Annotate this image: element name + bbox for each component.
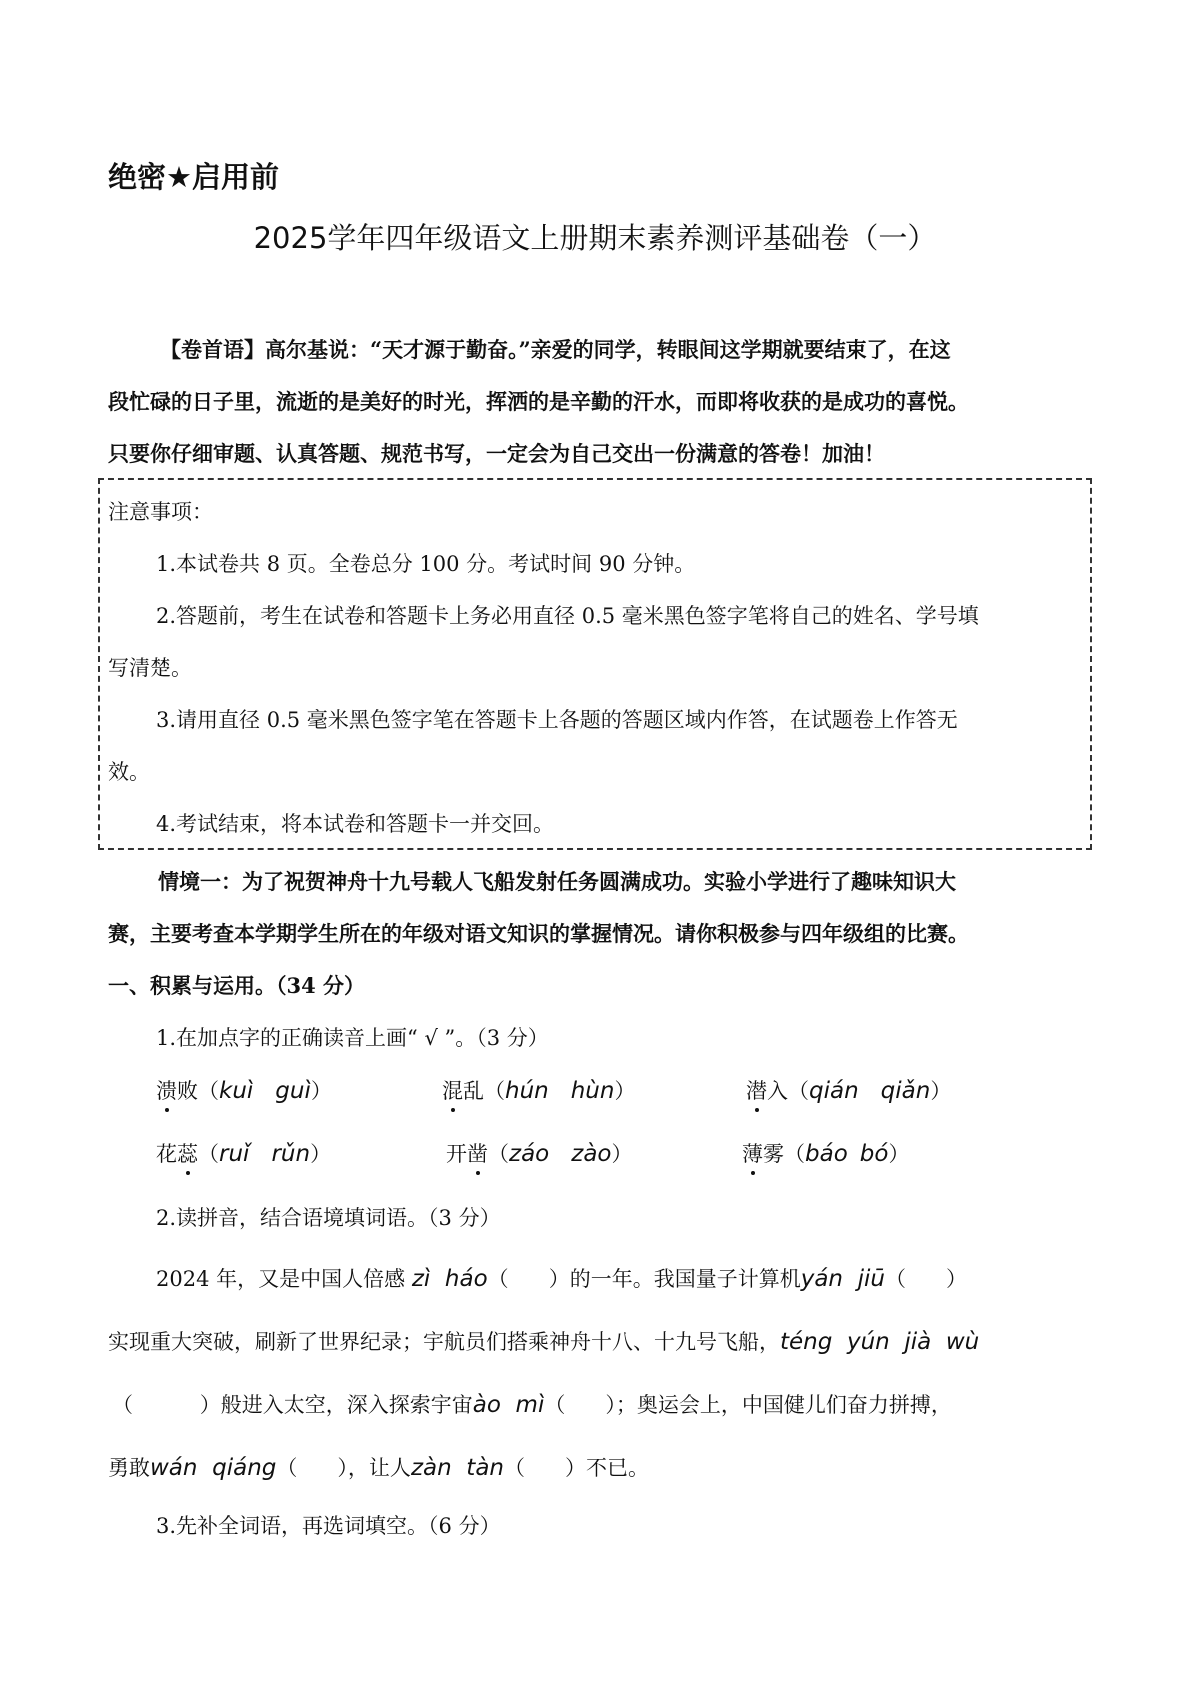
q1-item-4	[156, 1138, 331, 1168]
dotted-char: 溃	[156, 1075, 177, 1105]
q2-line-2	[108, 1326, 979, 1356]
pinyin-option[interactable]: záo	[509, 1141, 550, 1167]
q2-line-4	[108, 1452, 649, 1482]
pinyin-option[interactable]: guì	[275, 1078, 311, 1104]
preface-line-2: 段忙碌的日子里，流逝的是美好的时光，挥洒的是辛勤的汗水，而即将收获的是成功的喜悦。	[108, 389, 969, 414]
dotted-char: 蕊	[177, 1138, 198, 1168]
q3-prompt: 3.先补全词语，再选词填空。（6 分）	[156, 1514, 501, 1538]
notice-heading: 注意事项：	[108, 500, 213, 524]
q2-blank-text[interactable]: （ ）般进入太空，深入探索宇宙	[112, 1393, 473, 1417]
dotted-char: 混	[442, 1075, 463, 1105]
q1-item-1	[156, 1075, 332, 1105]
q1-item-2	[442, 1075, 635, 1105]
q1-item-close: ）	[614, 1079, 636, 1103]
q2-text: 勇敢	[108, 1456, 150, 1480]
notice-item-2-line-2: 写清楚。	[108, 656, 192, 680]
notice-item-3-line-1: 3.请用直径 0.5 毫米黑色签字笔在答题卡上各题的答题区域内作答，在试题卷上作答无	[156, 708, 958, 732]
q1-item-post: 入（	[767, 1079, 809, 1103]
q2-text: 2024 年，又是中国人倍感	[156, 1267, 406, 1291]
q1-item-post: （	[198, 1142, 219, 1166]
preface-line-1: 【卷首语】高尔基说：“天才源于勤奋。”亲爱的同学，转眼间这学期就要结束了，在这	[160, 337, 951, 362]
q2-blank-text[interactable]: （ ）的一年。我国量子计算机	[487, 1267, 801, 1291]
q1-item-post: （	[488, 1142, 509, 1166]
q2-blank[interactable]: （ ）	[884, 1267, 968, 1291]
pinyin-option[interactable]: hún	[505, 1078, 549, 1104]
q2-blank-text[interactable]: （ ）；奥运会上，中国健儿们奋力拼搏，	[544, 1393, 952, 1417]
q2-pinyin: wán qiáng	[150, 1455, 277, 1481]
secret-label: 绝密★启用前	[108, 160, 279, 194]
preface-line-3: 只要你仔细审题、认真答题、规范书写，一定会为自己交出一份满意的答卷！加油！	[108, 441, 885, 466]
notice-item-4: 4.考试结束，将本试卷和答题卡一并交回。	[156, 812, 555, 836]
pinyin-option[interactable]: hùn	[570, 1078, 615, 1104]
q1-item-close: ）	[611, 1142, 633, 1166]
q1-item-post: 败（	[177, 1079, 219, 1103]
q1-item-close: ）	[888, 1142, 910, 1166]
q1-item-post: 雾（	[763, 1142, 805, 1166]
q1-item-post: 乱（	[463, 1079, 505, 1103]
pinyin-option[interactable]: kuì	[219, 1078, 254, 1104]
section-1-heading: 一、积累与运用。（34 分）	[108, 973, 366, 998]
q2-line-3	[112, 1389, 952, 1419]
scenario-line-2: 赛，主要考查本学期学生所在的年级对语文知识的掌握情况。请你积极参与四年级组的比赛。	[108, 921, 969, 946]
q1-item-5	[446, 1138, 633, 1168]
pinyin-option[interactable]: bó	[859, 1141, 889, 1167]
pinyin-option[interactable]: qián	[809, 1078, 859, 1104]
q1-item-3	[746, 1075, 951, 1105]
q1-item-pre: 开	[446, 1142, 467, 1166]
q1-item-close: ）	[930, 1079, 952, 1103]
notice-item-3-line-2: 效。	[108, 760, 150, 784]
pinyin-option[interactable]: rǔn	[271, 1141, 311, 1167]
q2-pinyin: zì háo	[411, 1266, 488, 1292]
q1-item-6	[742, 1138, 909, 1168]
q2-pinyin: zàn tàn	[410, 1455, 504, 1481]
q2-pinyin: téng yún jià wù	[780, 1329, 980, 1355]
q2-prompt: 2.读拼音，结合语境填词语。（3 分）	[156, 1206, 501, 1230]
q2-text: 实现重大突破，刷新了世界纪录；宇航员们搭乘神舟十八、十九号飞船，	[108, 1330, 780, 1354]
notice-item-1: 1.本试卷共 8 页。全卷总分 100 分。考试时间 90 分钟。	[156, 552, 696, 576]
q1-item-pre: 花	[156, 1142, 177, 1166]
exam-title: 2025学年四年级语文上册期末素养测评基础卷（一）	[253, 221, 937, 255]
pinyin-option[interactable]: qiǎn	[880, 1078, 931, 1104]
notice-item-2-line-1: 2.答题前，考生在试卷和答题卡上务必用直径 0.5 毫米黑色签字笔将自己的姓名、学号填	[156, 604, 979, 628]
q2-pinyin: ào mì	[472, 1392, 545, 1418]
q1-item-close: ）	[310, 1079, 332, 1103]
pinyin-option[interactable]: zào	[571, 1141, 612, 1167]
q1-item-close: ）	[310, 1142, 332, 1166]
q1-prompt: 1.在加点字的正确读音上画“ √ ”。（3 分）	[156, 1026, 549, 1050]
scenario-line-1: 情境一：为了祝贺神舟十九号载人飞船发射任务圆满成功。实验小学进行了趣味知识大	[158, 869, 956, 894]
dotted-char: 凿	[467, 1138, 488, 1168]
pinyin-option[interactable]: báo	[805, 1141, 848, 1167]
notice-box	[98, 478, 1092, 850]
q2-pinyin: yán jiū	[800, 1266, 885, 1292]
dotted-char: 潜	[746, 1075, 767, 1105]
dotted-char: 薄	[742, 1138, 763, 1168]
q2-line-1	[156, 1263, 967, 1293]
q2-blank-text[interactable]: （ ）不已。	[504, 1456, 650, 1480]
pinyin-option[interactable]: ruǐ	[219, 1141, 250, 1167]
q2-blank-text[interactable]: （ ），让人	[276, 1456, 411, 1480]
